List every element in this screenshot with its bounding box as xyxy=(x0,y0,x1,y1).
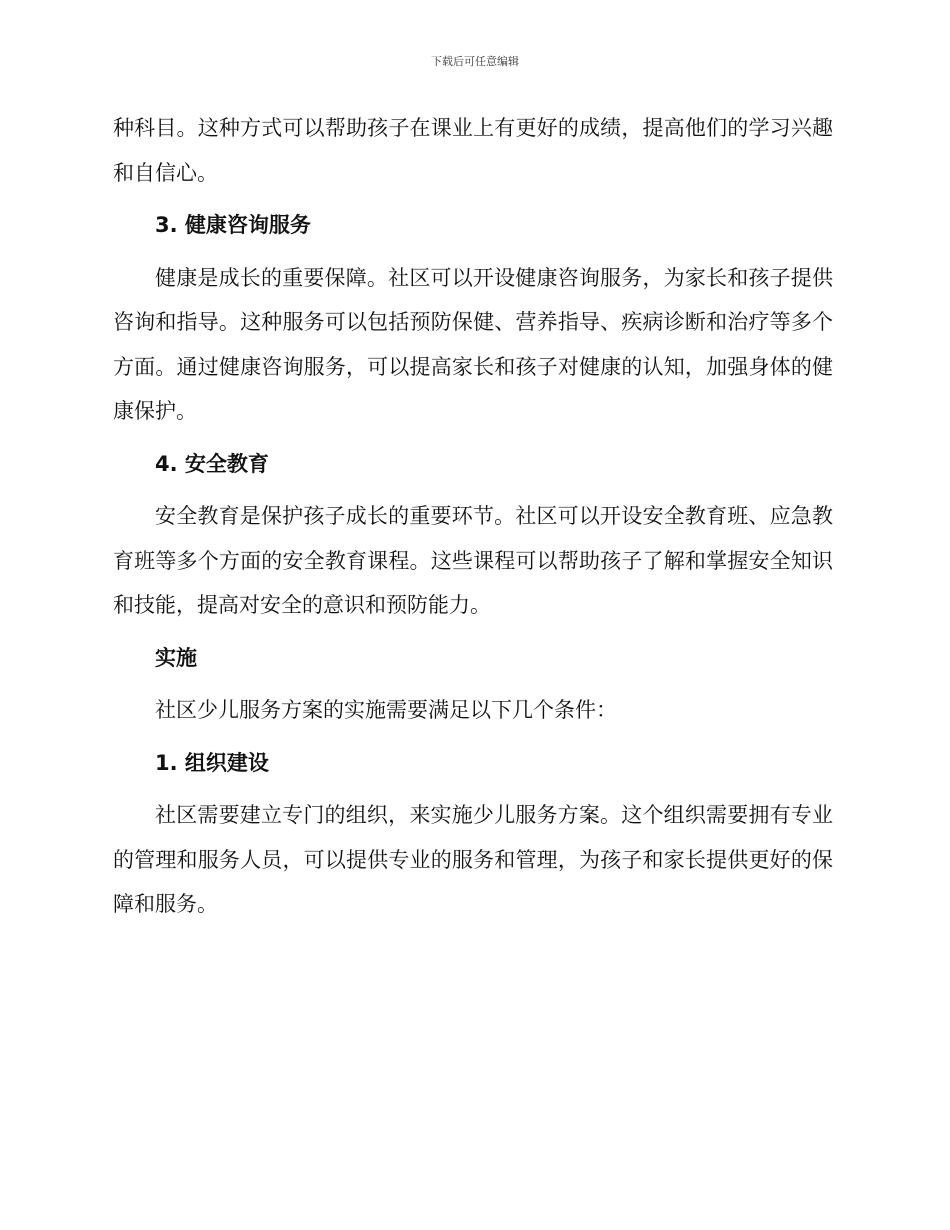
paragraph-health-consulting: 健康是成长的重要保障。社区可以开设健康咨询服务，为家长和孩子提供咨询和指导。这种服务可以包括预防保健、营养指导、疾病诊断和治疗等多个方面。通过健康咨询服务，可以提高家长和孩子对健康的认知，加强身体的健康保护。 xyxy=(113,265,833,423)
heading-safety-education: 4. 安全教育 xyxy=(155,451,269,476)
heading-organization: 1. 组织建设 xyxy=(155,750,269,775)
paragraph-implementation: 社区少儿服务方案的实施需要满足以下几个条件： xyxy=(155,698,617,722)
page-header: 下载后可任意编辑 xyxy=(431,55,519,68)
paragraph-safety-education: 安全教育是保护孩子成长的重要环节。社区可以开设安全教育班、应急教育班等多个方面的安全教育课程。这些课程可以帮助孩子了解和掌握安全知识和技能，提高对安全的意识和预防能力。 xyxy=(113,504,833,617)
paragraph-continuation: 种科目。这种方式可以帮助孩子在课业上有更好的成绩，提高他们的学习兴趣和自信心。 xyxy=(113,116,833,185)
paragraph-organization: 社区需要建立专门的组织，来实施少儿服务方案。这个组织需要拥有专业的管理和服务人员，可以提供专业的服务和管理，为孩子和家长提供更好的保障和服务。 xyxy=(113,803,833,916)
heading-health-consulting: 3. 健康咨询服务 xyxy=(155,213,311,237)
document-body xyxy=(113,106,833,927)
heading-implementation: 实施 xyxy=(155,645,197,670)
